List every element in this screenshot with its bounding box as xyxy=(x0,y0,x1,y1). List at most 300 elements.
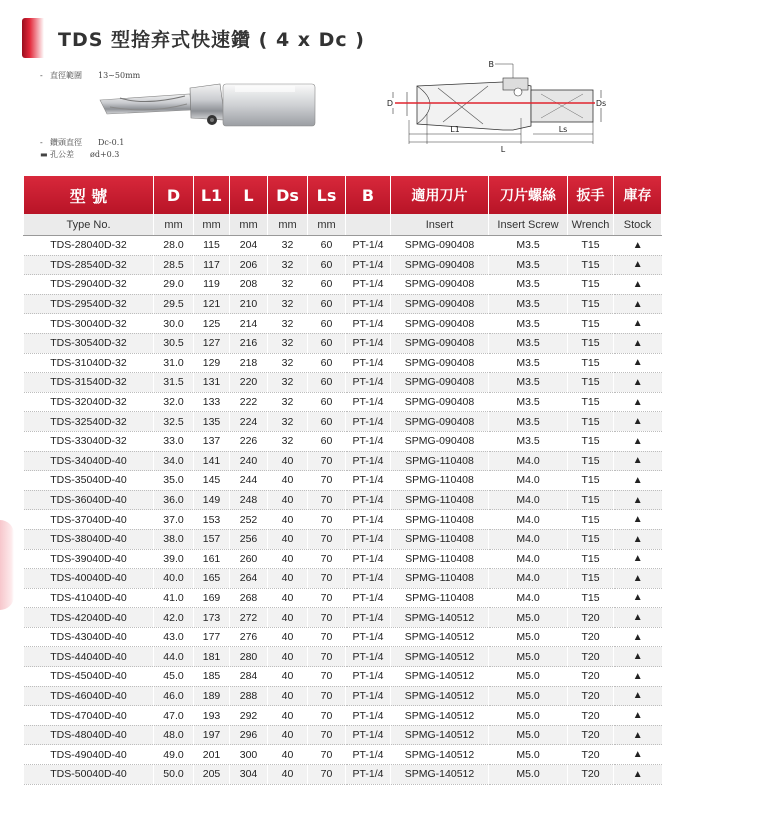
cell-insert-screw: M3.5 xyxy=(489,236,568,256)
cell-type-no: TDS-33040D-32 xyxy=(24,431,154,451)
cell-wrench: T15 xyxy=(568,255,614,275)
cell-stock: ▲ xyxy=(614,608,662,628)
cell-ls: 70 xyxy=(308,588,346,608)
cell-wrench: T20 xyxy=(568,608,614,628)
cell-type-no: TDS-45040D-40 xyxy=(24,667,154,687)
col-header-l1: L1 xyxy=(194,176,230,214)
cell-type-no: TDS-32040D-32 xyxy=(24,392,154,412)
cell-ds: 40 xyxy=(268,647,308,667)
cell-l1: 129 xyxy=(194,353,230,373)
cell-b: PT-1/4 xyxy=(346,373,391,393)
cell-d: 40.0 xyxy=(154,569,194,589)
cell-d: 46.0 xyxy=(154,686,194,706)
cell-l: 248 xyxy=(230,490,268,510)
cell-type-no: TDS-34040D-40 xyxy=(24,451,154,471)
cell-insert: SPMG-140512 xyxy=(391,745,489,765)
cell-insert-screw: M4.0 xyxy=(489,569,568,589)
cell-insert-screw: M5.0 xyxy=(489,765,568,785)
cell-insert: SPMG-090408 xyxy=(391,294,489,314)
cell-b: PT-1/4 xyxy=(346,412,391,432)
cell-ds: 40 xyxy=(268,745,308,765)
cell-l: 260 xyxy=(230,549,268,569)
cell-l1: 135 xyxy=(194,412,230,432)
cell-insert: SPMG-140512 xyxy=(391,686,489,706)
cell-type-no: TDS-31040D-32 xyxy=(24,353,154,373)
dim-label-d: D xyxy=(386,99,394,108)
cell-wrench: T15 xyxy=(568,451,614,471)
cell-ds: 32 xyxy=(268,275,308,295)
dim-label-ds: Ds xyxy=(595,99,607,108)
cell-insert-screw: M3.5 xyxy=(489,392,568,412)
cell-insert-screw: M4.0 xyxy=(489,471,568,491)
cell-insert-screw: M5.0 xyxy=(489,745,568,765)
cell-l: 226 xyxy=(230,431,268,451)
col-header-type: 型 號 xyxy=(24,176,154,214)
cell-b: PT-1/4 xyxy=(346,706,391,726)
cell-d: 31.5 xyxy=(154,373,194,393)
cell-d: 38.0 xyxy=(154,529,194,549)
cell-d: 35.0 xyxy=(154,471,194,491)
cell-stock: ▲ xyxy=(614,529,662,549)
cell-l: 252 xyxy=(230,510,268,530)
cell-stock: ▲ xyxy=(614,353,662,373)
col-subheader-b xyxy=(346,214,391,236)
cell-insert-screw: M4.0 xyxy=(489,510,568,530)
cell-type-no: TDS-49040D-40 xyxy=(24,745,154,765)
cell-insert-screw: M3.5 xyxy=(489,314,568,334)
cell-stock: ▲ xyxy=(614,647,662,667)
cell-ds: 32 xyxy=(268,255,308,275)
table-row xyxy=(24,745,662,765)
cell-b: PT-1/4 xyxy=(346,392,391,412)
cell-stock: ▲ xyxy=(614,745,662,765)
drill-photo xyxy=(95,74,325,140)
cell-wrench: T15 xyxy=(568,588,614,608)
cell-insert: SPMG-110408 xyxy=(391,510,489,530)
cell-wrench: T15 xyxy=(568,353,614,373)
cell-insert: SPMG-090408 xyxy=(391,412,489,432)
cell-type-no: TDS-39040D-40 xyxy=(24,549,154,569)
col-header-l: L xyxy=(230,176,268,214)
cell-insert: SPMG-140512 xyxy=(391,706,489,726)
cell-insert-screw: M3.5 xyxy=(489,333,568,353)
table-row xyxy=(24,608,662,628)
cell-wrench: T15 xyxy=(568,392,614,412)
cell-insert: SPMG-140512 xyxy=(391,667,489,687)
cell-l: 288 xyxy=(230,686,268,706)
table-row xyxy=(24,588,662,608)
cell-l1: 189 xyxy=(194,686,230,706)
cell-wrench: T15 xyxy=(568,333,614,353)
cell-ds: 32 xyxy=(268,392,308,412)
cell-stock: ▲ xyxy=(614,236,662,256)
cell-d: 48.0 xyxy=(154,725,194,745)
cell-type-no: TDS-30040D-32 xyxy=(24,314,154,334)
table-row xyxy=(24,627,662,647)
cell-l1: 131 xyxy=(194,373,230,393)
cell-b: PT-1/4 xyxy=(346,627,391,647)
cell-type-no: TDS-38040D-40 xyxy=(24,529,154,549)
col-header-ls: Ls xyxy=(308,176,346,214)
cell-l1: 193 xyxy=(194,706,230,726)
cell-d: 29.0 xyxy=(154,275,194,295)
cell-ls: 60 xyxy=(308,255,346,275)
cell-type-no: TDS-32540D-32 xyxy=(24,412,154,432)
cell-insert-screw: M3.5 xyxy=(489,275,568,295)
cell-b: PT-1/4 xyxy=(346,569,391,589)
table-row xyxy=(24,275,662,295)
cell-insert-screw: M3.5 xyxy=(489,353,568,373)
spec-table xyxy=(23,176,662,785)
cell-d: 42.0 xyxy=(154,608,194,628)
cell-type-no: TDS-28540D-32 xyxy=(24,255,154,275)
cell-d: 43.0 xyxy=(154,627,194,647)
cell-ls: 70 xyxy=(308,471,346,491)
cell-insert: SPMG-110408 xyxy=(391,569,489,589)
cell-l: 214 xyxy=(230,314,268,334)
cell-wrench: T20 xyxy=(568,686,614,706)
cell-l: 216 xyxy=(230,333,268,353)
cell-ls: 60 xyxy=(308,314,346,334)
cell-l1: 165 xyxy=(194,569,230,589)
table-row xyxy=(24,373,662,393)
cell-l: 304 xyxy=(230,765,268,785)
cell-l: 224 xyxy=(230,412,268,432)
cell-insert: SPMG-140512 xyxy=(391,608,489,628)
dimension-diagram xyxy=(383,58,608,156)
cell-ls: 70 xyxy=(308,627,346,647)
table-row xyxy=(24,510,662,530)
cell-ds: 40 xyxy=(268,529,308,549)
dim-label-ls: Ls xyxy=(558,125,568,134)
cell-d: 44.0 xyxy=(154,647,194,667)
cell-l: 292 xyxy=(230,706,268,726)
cell-l: 220 xyxy=(230,373,268,393)
cell-ls: 70 xyxy=(308,549,346,569)
cell-insert-screw: M5.0 xyxy=(489,667,568,687)
cell-b: PT-1/4 xyxy=(346,236,391,256)
table-row xyxy=(24,647,662,667)
dim-label-l1: L1 xyxy=(450,125,460,134)
cell-l1: 119 xyxy=(194,275,230,295)
cell-wrench: T15 xyxy=(568,471,614,491)
cell-stock: ▲ xyxy=(614,451,662,471)
cell-b: PT-1/4 xyxy=(346,353,391,373)
cell-insert-screw: M4.0 xyxy=(489,588,568,608)
cell-ds: 40 xyxy=(268,627,308,647)
cell-wrench: T15 xyxy=(568,529,614,549)
cell-ds: 40 xyxy=(268,569,308,589)
table-row xyxy=(24,725,662,745)
cell-d: 28.5 xyxy=(154,255,194,275)
cell-l: 264 xyxy=(230,569,268,589)
cell-ds: 32 xyxy=(268,431,308,451)
cell-type-no: TDS-47040D-40 xyxy=(24,706,154,726)
cell-insert-screw: M4.0 xyxy=(489,451,568,471)
cell-d: 36.0 xyxy=(154,490,194,510)
cell-insert-screw: M5.0 xyxy=(489,608,568,628)
cell-ls: 70 xyxy=(308,569,346,589)
cell-wrench: T20 xyxy=(568,765,614,785)
cell-l1: 125 xyxy=(194,314,230,334)
cell-l1: 117 xyxy=(194,255,230,275)
cell-type-no: TDS-43040D-40 xyxy=(24,627,154,647)
cell-insert: SPMG-140512 xyxy=(391,765,489,785)
cell-ds: 40 xyxy=(268,725,308,745)
cell-insert: SPMG-090408 xyxy=(391,373,489,393)
col-header-wrench: 扳手 xyxy=(568,176,614,214)
cell-insert: SPMG-140512 xyxy=(391,627,489,647)
col-subheader-l: mm xyxy=(230,214,268,236)
cell-wrench: T20 xyxy=(568,706,614,726)
cell-type-no: TDS-36040D-40 xyxy=(24,490,154,510)
cell-ls: 70 xyxy=(308,725,346,745)
cell-type-no: TDS-29040D-32 xyxy=(24,275,154,295)
cell-b: PT-1/4 xyxy=(346,431,391,451)
cell-l: 204 xyxy=(230,236,268,256)
cell-b: PT-1/4 xyxy=(346,333,391,353)
cell-ds: 32 xyxy=(268,412,308,432)
cell-wrench: T20 xyxy=(568,745,614,765)
cell-ls: 70 xyxy=(308,686,346,706)
cell-stock: ▲ xyxy=(614,706,662,726)
cell-insert: SPMG-090408 xyxy=(391,392,489,412)
cell-l: 280 xyxy=(230,647,268,667)
cell-wrench: T15 xyxy=(568,294,614,314)
cell-stock: ▲ xyxy=(614,686,662,706)
col-subheader-ls: mm xyxy=(308,214,346,236)
cell-b: PT-1/4 xyxy=(346,451,391,471)
cell-d: 45.0 xyxy=(154,667,194,687)
cell-l: 296 xyxy=(230,725,268,745)
cell-l1: 173 xyxy=(194,608,230,628)
cell-stock: ▲ xyxy=(614,588,662,608)
cell-type-no: TDS-48040D-40 xyxy=(24,725,154,745)
col-header-stock: 庫存 xyxy=(614,176,662,214)
cell-l: 276 xyxy=(230,627,268,647)
cell-ds: 32 xyxy=(268,373,308,393)
col-subheader-wrench: Wrench xyxy=(568,214,614,236)
col-subheader-type: Type No. xyxy=(24,214,154,236)
spec-diameter-value: 13~50mm xyxy=(98,71,141,80)
cell-stock: ▲ xyxy=(614,725,662,745)
cell-l1: 177 xyxy=(194,627,230,647)
cell-wrench: T20 xyxy=(568,725,614,745)
cell-wrench: T20 xyxy=(568,647,614,667)
cell-type-no: TDS-44040D-40 xyxy=(24,647,154,667)
cell-stock: ▲ xyxy=(614,549,662,569)
cell-l1: 205 xyxy=(194,765,230,785)
cell-ds: 40 xyxy=(268,549,308,569)
cell-b: PT-1/4 xyxy=(346,549,391,569)
cell-stock: ▲ xyxy=(614,255,662,275)
cell-b: PT-1/4 xyxy=(346,529,391,549)
cell-l1: 115 xyxy=(194,236,230,256)
cell-b: PT-1/4 xyxy=(346,667,391,687)
dim-label-l: L xyxy=(500,145,506,154)
cell-ls: 60 xyxy=(308,333,346,353)
cell-l: 218 xyxy=(230,353,268,373)
cell-ls: 70 xyxy=(308,745,346,765)
cell-ls: 70 xyxy=(308,529,346,549)
cell-stock: ▲ xyxy=(614,373,662,393)
cell-wrench: T15 xyxy=(568,412,614,432)
cell-b: PT-1/4 xyxy=(346,294,391,314)
table-row xyxy=(24,451,662,471)
cell-d: 33.0 xyxy=(154,431,194,451)
col-header-insert: 適用刀片 xyxy=(391,176,489,214)
cell-insert-screw: M4.0 xyxy=(489,529,568,549)
cell-b: PT-1/4 xyxy=(346,725,391,745)
cell-insert: SPMG-110408 xyxy=(391,529,489,549)
cell-insert: SPMG-090408 xyxy=(391,255,489,275)
cell-l: 208 xyxy=(230,275,268,295)
cell-l1: 149 xyxy=(194,490,230,510)
cell-b: PT-1/4 xyxy=(346,647,391,667)
spec-hole-value: ød+0.3 xyxy=(90,150,120,159)
header-row-en xyxy=(24,214,662,236)
col-header-b: B xyxy=(346,176,391,214)
table-row xyxy=(24,255,662,275)
cell-ds: 32 xyxy=(268,353,308,373)
cell-stock: ▲ xyxy=(614,490,662,510)
cell-b: PT-1/4 xyxy=(346,608,391,628)
col-header-ds: Ds xyxy=(268,176,308,214)
spec-diameter-range: - 直徑範圍 13~50mm xyxy=(40,71,141,80)
table-row xyxy=(24,471,662,491)
cell-l: 222 xyxy=(230,392,268,412)
cell-wrench: T15 xyxy=(568,373,614,393)
cell-l: 210 xyxy=(230,294,268,314)
cell-d: 31.0 xyxy=(154,353,194,373)
cell-insert-screw: M4.0 xyxy=(489,490,568,510)
cell-insert-screw: M5.0 xyxy=(489,686,568,706)
cell-insert-screw: M3.5 xyxy=(489,373,568,393)
cell-l1: 157 xyxy=(194,529,230,549)
table-row xyxy=(24,294,662,314)
table-row xyxy=(24,314,662,334)
cell-ds: 40 xyxy=(268,706,308,726)
cell-type-no: TDS-40040D-40 xyxy=(24,569,154,589)
cell-stock: ▲ xyxy=(614,431,662,451)
cell-insert: SPMG-090408 xyxy=(391,236,489,256)
col-subheader-stock: Stock xyxy=(614,214,662,236)
cell-l1: 141 xyxy=(194,451,230,471)
col-subheader-d: mm xyxy=(154,214,194,236)
cell-ds: 40 xyxy=(268,608,308,628)
table-row xyxy=(24,392,662,412)
cell-insert: SPMG-090408 xyxy=(391,333,489,353)
cell-ds: 32 xyxy=(268,333,308,353)
cell-ls: 70 xyxy=(308,608,346,628)
cell-ls: 60 xyxy=(308,392,346,412)
cell-stock: ▲ xyxy=(614,294,662,314)
cell-stock: ▲ xyxy=(614,471,662,491)
cell-l1: 153 xyxy=(194,510,230,530)
cell-b: PT-1/4 xyxy=(346,686,391,706)
cell-ds: 32 xyxy=(268,294,308,314)
col-header-d: D xyxy=(154,176,194,214)
cell-l: 300 xyxy=(230,745,268,765)
cell-type-no: TDS-31540D-32 xyxy=(24,373,154,393)
cell-d: 32.5 xyxy=(154,412,194,432)
cell-stock: ▲ xyxy=(614,275,662,295)
cell-type-no: TDS-28040D-32 xyxy=(24,236,154,256)
cell-insert-screw: M3.5 xyxy=(489,255,568,275)
cell-stock: ▲ xyxy=(614,765,662,785)
cell-insert: SPMG-090408 xyxy=(391,431,489,451)
title-bar xyxy=(22,18,365,58)
cell-stock: ▲ xyxy=(614,510,662,530)
spec-tolerance-dc: - 鑽頭直徑 Dc-0.1 xyxy=(40,138,125,147)
cell-l1: 127 xyxy=(194,333,230,353)
cell-wrench: T15 xyxy=(568,275,614,295)
cell-d: 50.0 xyxy=(154,765,194,785)
cell-b: PT-1/4 xyxy=(346,314,391,334)
cell-d: 32.0 xyxy=(154,392,194,412)
cell-insert-screw: M5.0 xyxy=(489,725,568,745)
cell-type-no: TDS-46040D-40 xyxy=(24,686,154,706)
cell-ds: 40 xyxy=(268,451,308,471)
cell-wrench: T15 xyxy=(568,236,614,256)
table-row xyxy=(24,765,662,785)
cell-insert-screw: M5.0 xyxy=(489,647,568,667)
spec-hole-tolerance: ▬ 孔公差 ød+0.3 xyxy=(40,150,120,159)
cell-ls: 70 xyxy=(308,667,346,687)
cell-ls: 70 xyxy=(308,490,346,510)
header-row-cn xyxy=(24,176,662,214)
page-title: TDS 型捨弃式快速鑽 ( 4 x Dc ) xyxy=(58,28,365,51)
table-row xyxy=(24,686,662,706)
cell-ls: 60 xyxy=(308,431,346,451)
cell-insert: SPMG-140512 xyxy=(391,725,489,745)
cell-b: PT-1/4 xyxy=(346,471,391,491)
cell-l: 240 xyxy=(230,451,268,471)
cell-ds: 40 xyxy=(268,588,308,608)
cell-insert-screw: M3.5 xyxy=(489,294,568,314)
cell-insert-screw: M3.5 xyxy=(489,412,568,432)
cell-d: 30.5 xyxy=(154,333,194,353)
cell-insert: SPMG-110408 xyxy=(391,588,489,608)
cell-ls: 70 xyxy=(308,510,346,530)
cell-d: 49.0 xyxy=(154,745,194,765)
cell-b: PT-1/4 xyxy=(346,255,391,275)
cell-l1: 137 xyxy=(194,431,230,451)
cell-b: PT-1/4 xyxy=(346,490,391,510)
cell-ls: 60 xyxy=(308,275,346,295)
cell-ls: 60 xyxy=(308,294,346,314)
table-row xyxy=(24,549,662,569)
cell-insert: SPMG-110408 xyxy=(391,451,489,471)
cell-wrench: T15 xyxy=(568,314,614,334)
cell-ls: 60 xyxy=(308,412,346,432)
cell-ds: 40 xyxy=(268,490,308,510)
cell-stock: ▲ xyxy=(614,333,662,353)
cell-stock: ▲ xyxy=(614,412,662,432)
cell-ds: 32 xyxy=(268,314,308,334)
table-row xyxy=(24,333,662,353)
cell-d: 30.0 xyxy=(154,314,194,334)
cell-d: 28.0 xyxy=(154,236,194,256)
cell-l1: 201 xyxy=(194,745,230,765)
cell-stock: ▲ xyxy=(614,667,662,687)
cell-d: 29.5 xyxy=(154,294,194,314)
title-accent-bar xyxy=(22,18,44,58)
table-row xyxy=(24,353,662,373)
cell-insert: SPMG-090408 xyxy=(391,353,489,373)
cell-ls: 60 xyxy=(308,373,346,393)
cell-insert: SPMG-090408 xyxy=(391,275,489,295)
